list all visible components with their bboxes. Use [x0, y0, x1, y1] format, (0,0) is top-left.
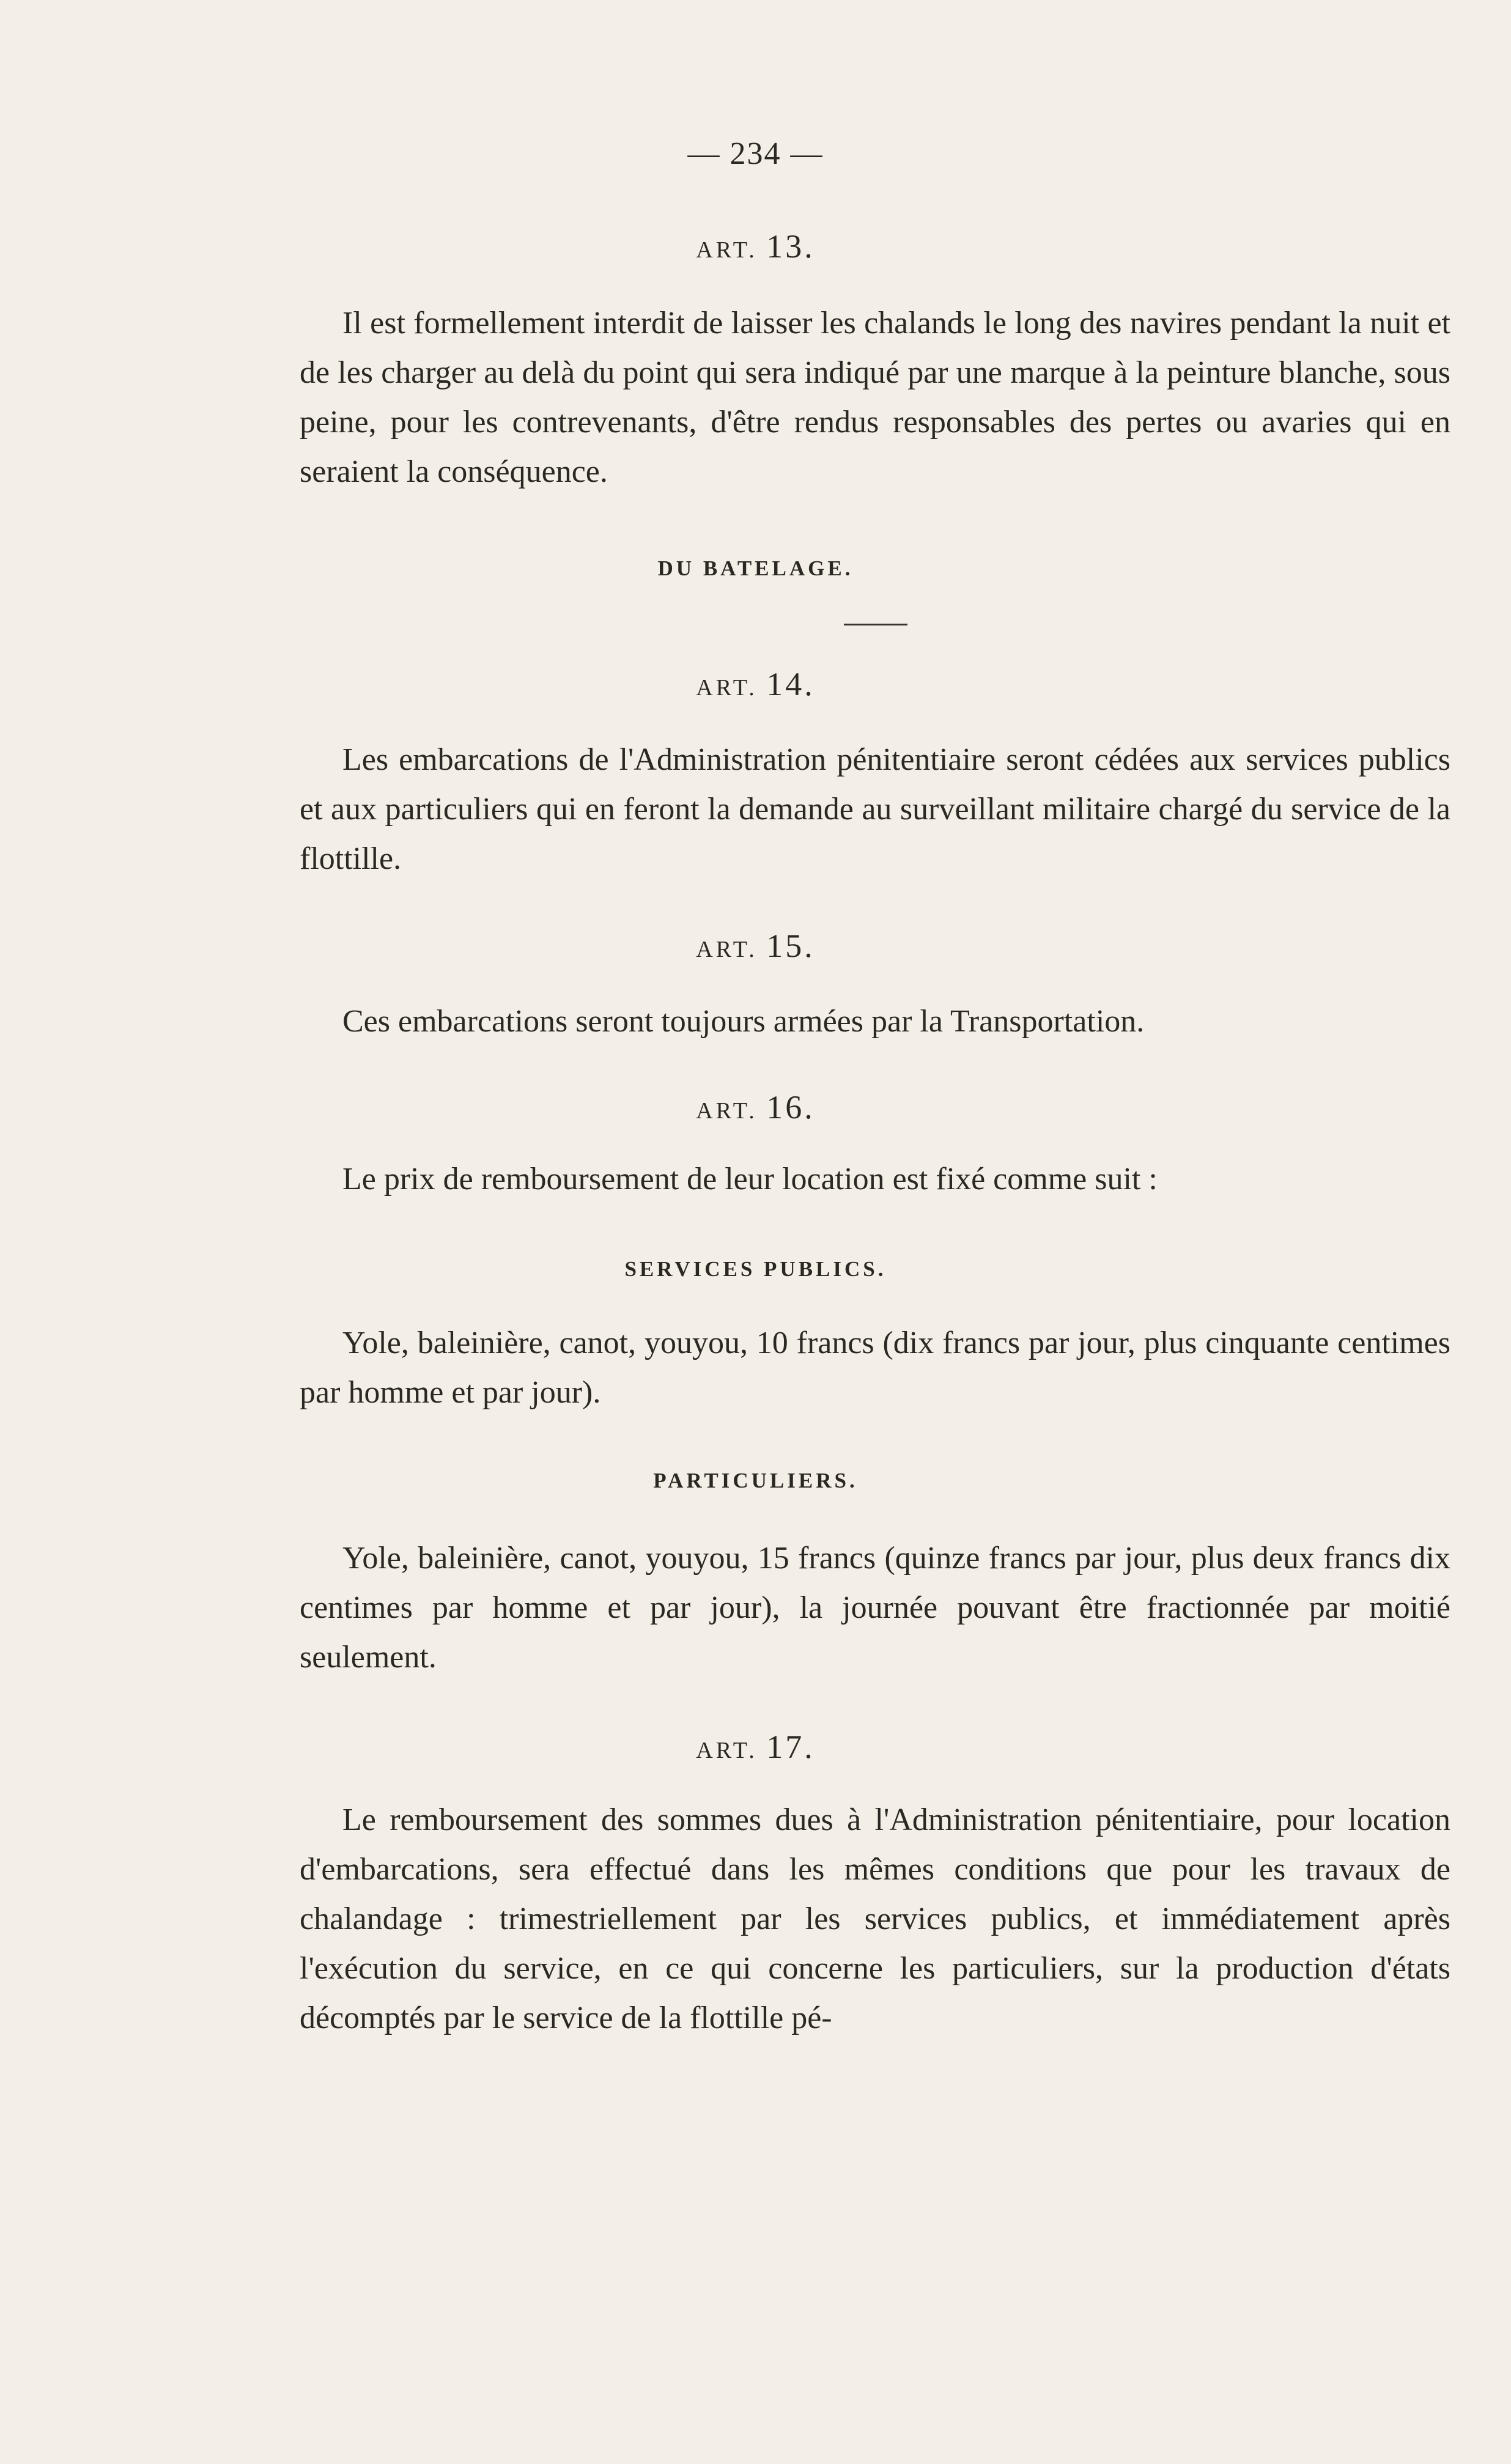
- article-16-heading: [0, 1088, 1511, 1126]
- section-heading-particuliers: PARTICULIERS.: [653, 1469, 858, 1492]
- article-14-text: Les embarcations de l'Administration pénitentiaire seront cédées aux services publics et aux particuliers qui en feront la demande au surveillant militaire chargé du service de la flottille.: [300, 742, 1450, 876]
- article-16-text: Le prix de remboursement de leur location est fixé comme suit :: [342, 1162, 1158, 1197]
- article-number: 15.: [766, 928, 815, 964]
- article-label: ART.: [696, 1738, 758, 1763]
- section-heading-batelage: DU BATELAGE.: [657, 556, 854, 580]
- section-heading-services-publics: SERVICES PUBLICS.: [624, 1257, 887, 1281]
- article-label: ART.: [696, 937, 758, 962]
- article-label: ART.: [696, 1098, 758, 1124]
- article-number: 13.: [766, 228, 815, 265]
- particuliers-text: Yole, baleinière, canot, youyou, 15 francs (quinze francs par jour, plus deux francs dix centimes par homme et par jour), la journée pouvant être fractionnée par moitié seulement.: [300, 1541, 1450, 1675]
- article-17-text: Le remboursement des sommes dues à l'Administration pénitentiaire, pour location d'embarcations, sera effectué dans les mêmes conditions que pour les travaux de chalandage : trimestriellement par les services publics, et immédiatement après l'exécution du service, en ce qui concerne les particuliers, sur la production d'états décomptés par le service de la flottille pé-: [300, 1802, 1450, 2035]
- article-label: ART.: [696, 675, 758, 701]
- article-15-text: Ces embarcations seront toujours armées par la Transportation.: [342, 1004, 1145, 1039]
- article-17-heading: [0, 1728, 1511, 1766]
- article-15-heading: [0, 927, 1511, 965]
- services-publics-text: Yole, baleinière, canot, youyou, 10 francs (dix francs par jour, plus cinquante centimes par homme et par jour).: [300, 1326, 1450, 1410]
- article-number: 17.: [766, 1728, 815, 1765]
- article-number: 16.: [766, 1089, 815, 1126]
- page-number: — 234 —: [687, 136, 824, 171]
- article-number: 14.: [766, 666, 815, 703]
- article-14-heading: [0, 665, 1511, 703]
- article-13-text: Il est formellement interdit de laisser les chalands le long des navires pendant la nuit et de les charger au delà du point qui sera indiqué par une marque à la peinture blanche, sous peine, pour les contrevenants, d'être rendus responsables des pertes ou avaries qui en seraient la conséquence.: [300, 306, 1450, 489]
- section-divider: [844, 624, 907, 625]
- article-label: ART.: [696, 237, 758, 263]
- article-13-heading: [0, 227, 1511, 265]
